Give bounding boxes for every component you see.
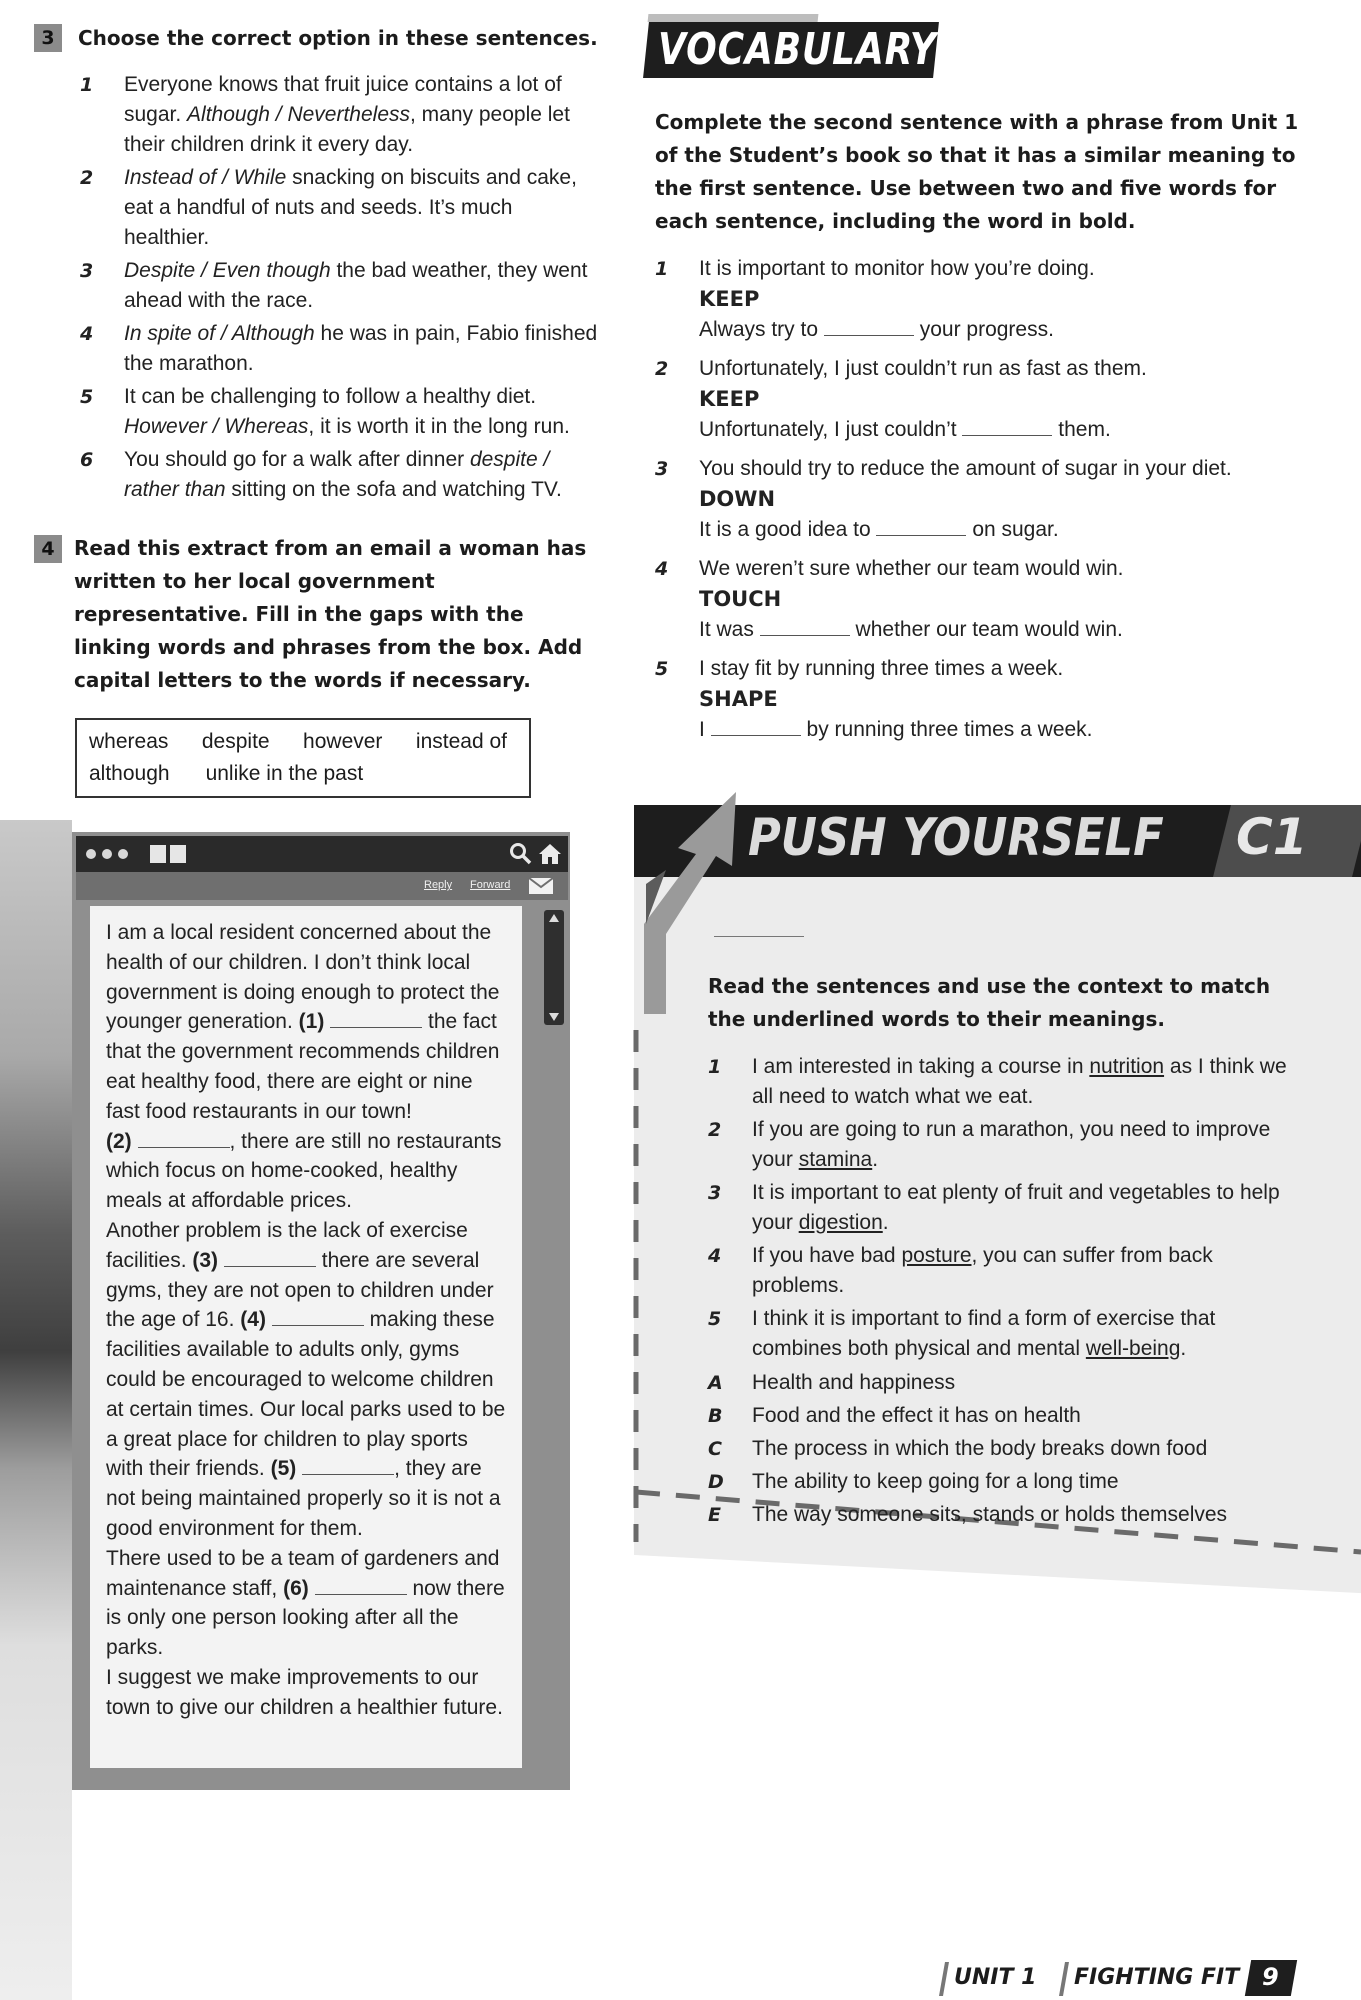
item-text: I am interested in taking a course in [752, 1055, 1090, 1078]
item-number: 2 [80, 167, 94, 189]
gap-1-blank[interactable] [330, 1009, 422, 1029]
email-paragraph: , there are still no restaurants which focus on home-cooked, healthy meals at affordable prices. [106, 1129, 502, 1213]
first-sentence: It is important to monitor how you’re doing. [699, 257, 1095, 280]
exercise-number-badge: 4 [34, 535, 62, 563]
item-number: 5 [708, 1308, 722, 1330]
first-sentence: We weren’t sure whether our team would win. [699, 557, 1124, 580]
meaning-text: The way someone sits, stands or holds themselves [752, 1503, 1228, 1526]
option-choice[interactable]: Although / Nevertheless [187, 103, 411, 126]
item-text: It is important to eat plenty of fruit and vegetables to help your [752, 1181, 1280, 1234]
reply-link[interactable]: Reply [424, 879, 453, 891]
page-icon[interactable] [170, 845, 186, 863]
word-option: unlike in the past [205, 762, 364, 785]
item-text: sitting on the sofa and watching TV. [225, 478, 562, 501]
key-word: SHAPE [699, 687, 778, 711]
meaning-text: The process in which the body breaks down food [752, 1437, 1208, 1460]
decorative-line [714, 936, 804, 937]
second-sentence: Always try to [699, 318, 819, 341]
item-number: 5 [655, 658, 669, 680]
meaning-letter: E [708, 1504, 721, 1526]
email-toolbar [76, 872, 568, 900]
item-number: 2 [655, 358, 669, 380]
item-text: as I think we all need to watch what we eat. [752, 1055, 1287, 1108]
item-number: 4 [708, 1245, 722, 1267]
email-paragraph: there are several gyms, they are not open to children under the age of 16. [106, 1248, 494, 1332]
item-text: If you have bad [752, 1244, 902, 1267]
window-dot-icon[interactable] [118, 849, 128, 859]
vocabulary-title: VOCABULARY [658, 24, 937, 75]
gap-label: (4) [240, 1308, 266, 1332]
exercise-number-badge: 3 [34, 24, 62, 52]
email-titlebar [76, 836, 568, 872]
word-box-row [89, 726, 507, 758]
second-sentence: by running three times a week. [806, 718, 1093, 741]
item-number: 3 [655, 458, 669, 480]
exercise-4-instruction: Read this extract from an email a woman has written to her local government representative. Fill in the gaps with the linking words and phrases from the box. Add capital letters to the words if necessary. [74, 536, 587, 692]
item-text: , many people let their children drink it every day. [124, 103, 570, 156]
item-text: , you can suffer from back problems. [752, 1244, 1213, 1297]
gap-4-blank[interactable] [272, 1306, 364, 1326]
option-choice[interactable]: However / Whereas [124, 415, 309, 438]
word-option: although [89, 762, 170, 785]
header-accent [648, 14, 819, 22]
exercise-3-instruction: Choose the correct option in these sentences. [78, 26, 598, 50]
gap-2-blank[interactable] [138, 1128, 230, 1148]
option-choice[interactable]: Despite / Even though [124, 259, 331, 282]
item-number: 3 [80, 260, 94, 282]
first-sentence: I stay fit by running three times a week. [699, 657, 1064, 680]
background-photo [0, 820, 72, 2000]
key-word: TOUCH [699, 587, 782, 611]
word-option: instead of [415, 730, 507, 753]
email-paragraph: Another problem is the lack of exercise facilities. [106, 1218, 468, 1272]
word-option: despite [201, 730, 270, 753]
key-word: DOWN [699, 487, 776, 511]
underlined-word: digestion [798, 1211, 883, 1234]
item-text: . [882, 1211, 889, 1234]
footer-unit: UNIT 1 [954, 1965, 1037, 1990]
email-paragraph: now there is only one person looking after all the parks. [106, 1576, 505, 1660]
second-sentence: I [699, 718, 705, 741]
meaning-letter: D [708, 1471, 724, 1493]
item-text: I think it is important to find a form of exercise that combines both physical and mental [752, 1307, 1216, 1360]
item-text: If you are going to run a marathon, you need to improve your [752, 1118, 1271, 1171]
item-text: he was in pain, Fabio finished the marathon. [124, 322, 598, 375]
gap-label: (1) [298, 1010, 325, 1034]
word-option: however [303, 730, 383, 753]
footer-unit-title: FIGHTING FIT [1074, 1965, 1240, 1990]
item-number: 1 [80, 74, 94, 96]
meaning-text: Food and the effect it has on health [752, 1404, 1081, 1427]
gap-label: (3) [192, 1248, 219, 1272]
option-choice[interactable]: Instead of / While [124, 166, 287, 189]
word-box [75, 718, 531, 798]
window-dot-icon[interactable] [86, 849, 96, 859]
answer-blank[interactable] [962, 416, 1052, 436]
underlined-word: stamina [798, 1148, 873, 1171]
envelope-icon[interactable] [528, 877, 554, 895]
key-word: KEEP [699, 287, 760, 311]
item-text: You should go for a walk after dinner [124, 448, 470, 471]
answer-blank[interactable] [824, 316, 914, 336]
page-icon[interactable] [150, 845, 166, 863]
item-text: the bad weather, they went ahead with the race. [124, 259, 588, 312]
item-number: 3 [708, 1182, 722, 1204]
footer-divider [939, 1962, 949, 1996]
second-sentence: It is a good idea to [699, 518, 871, 541]
meaning-text: The ability to keep going for a long time [752, 1470, 1119, 1493]
second-sentence: your progress. [919, 318, 1054, 341]
item-number: 6 [80, 449, 94, 471]
email-message [106, 918, 510, 1723]
email-paragraph: There used to be a team of gardeners and maintenance staff, [106, 1546, 500, 1600]
gap-label: (2) [106, 1129, 132, 1153]
forward-link[interactable]: Forward [470, 879, 511, 891]
item-number: 1 [708, 1056, 722, 1078]
underlined-word: well-being [1085, 1337, 1181, 1360]
search-icon[interactable] [508, 841, 534, 867]
option-choice[interactable]: In spite of / Although [124, 322, 315, 345]
gap-5-blank[interactable] [302, 1455, 394, 1475]
email-paragraph: , they are not being maintained properly so it is not a good environment for them. [106, 1457, 501, 1540]
item-number: 4 [655, 558, 669, 580]
meaning-letter: B [708, 1405, 723, 1427]
push-yourself-title: PUSH YOURSELF [748, 808, 1164, 868]
item-number: 2 [708, 1119, 722, 1141]
item-number: 1 [655, 258, 669, 280]
word-option: whereas [89, 730, 169, 753]
second-sentence: whether our team would win. [855, 618, 1123, 641]
email-paragraph: I suggest we make improvements to our town to give our children a healthier future. [106, 1665, 503, 1719]
item-text: . [1180, 1337, 1187, 1360]
first-sentence: You should try to reduce the amount of sugar in your diet. [699, 457, 1232, 480]
item-number: 5 [80, 386, 94, 408]
meaning-text: Health and happiness [752, 1371, 956, 1394]
item-text: It can be challenging to follow a healthy diet. [124, 385, 537, 408]
item-text: snacking on biscuits and cake, eat a handful of nuts and seeds. It’s much healthier. [124, 166, 577, 249]
home-icon[interactable] [537, 841, 563, 867]
second-sentence: them. [1058, 418, 1111, 441]
scrollbar[interactable] [544, 910, 564, 1025]
second-sentence: Unfortunately, I just couldn’t [699, 418, 957, 441]
gap-6-blank[interactable] [315, 1575, 407, 1595]
gap-3-blank[interactable] [224, 1247, 316, 1267]
email-paragraph: making these facilities available to adults only, gyms could be encouraged to welcome children at certain times. Our local parks used to be a great place for children to play sports with their friends. [106, 1308, 506, 1481]
key-word: KEEP [699, 387, 760, 411]
item-text: Everyone knows that fruit juice contains a lot of sugar. [124, 73, 562, 126]
answer-blank[interactable] [876, 516, 966, 536]
second-sentence: on sugar. [972, 518, 1059, 541]
word-box-row [89, 758, 517, 790]
gap-label: (5) [270, 1457, 297, 1481]
answer-blank[interactable] [711, 716, 801, 736]
email-paragraph: the fact that the government recommends children eat healthy food, there are eight or nine fast food restaurants in our town! [106, 1010, 500, 1123]
gap-label: (6) [283, 1576, 309, 1600]
item-text: , it is worth it in the long run. [308, 415, 570, 438]
meaning-letter: A [708, 1372, 723, 1394]
first-sentence: Unfortunately, I just couldn’t run as fast as them. [699, 357, 1147, 380]
meaning-letter: C [708, 1438, 722, 1460]
second-sentence: It was [699, 618, 754, 641]
item-text: . [872, 1148, 879, 1171]
underlined-word: nutrition [1089, 1055, 1165, 1078]
option-choice[interactable]: despite / rather than [124, 448, 550, 501]
footer-divider [1059, 1962, 1069, 1996]
underlined-word: posture [901, 1244, 972, 1267]
vocabulary-instruction: Complete the second sentence with a phrase from Unit 1 of the Student’s book so that it has a similar meaning to the first sentence. Use between two and five words for each sentence, including the word in bold. [655, 110, 1299, 233]
window-dot-icon[interactable] [102, 849, 112, 859]
answer-blank[interactable] [760, 616, 850, 636]
push-instruction: Read the sentences and use the context to match the underlined words to their meanings. [708, 974, 1271, 1031]
email-paragraph: I am a local resident concerned about the health of our children. I don’t think local government is doing enough to protect the younger generation. [106, 921, 500, 1034]
page-number: 9 [1262, 1963, 1279, 1991]
item-number: 4 [80, 323, 94, 345]
level-label: C1 [1236, 808, 1308, 866]
